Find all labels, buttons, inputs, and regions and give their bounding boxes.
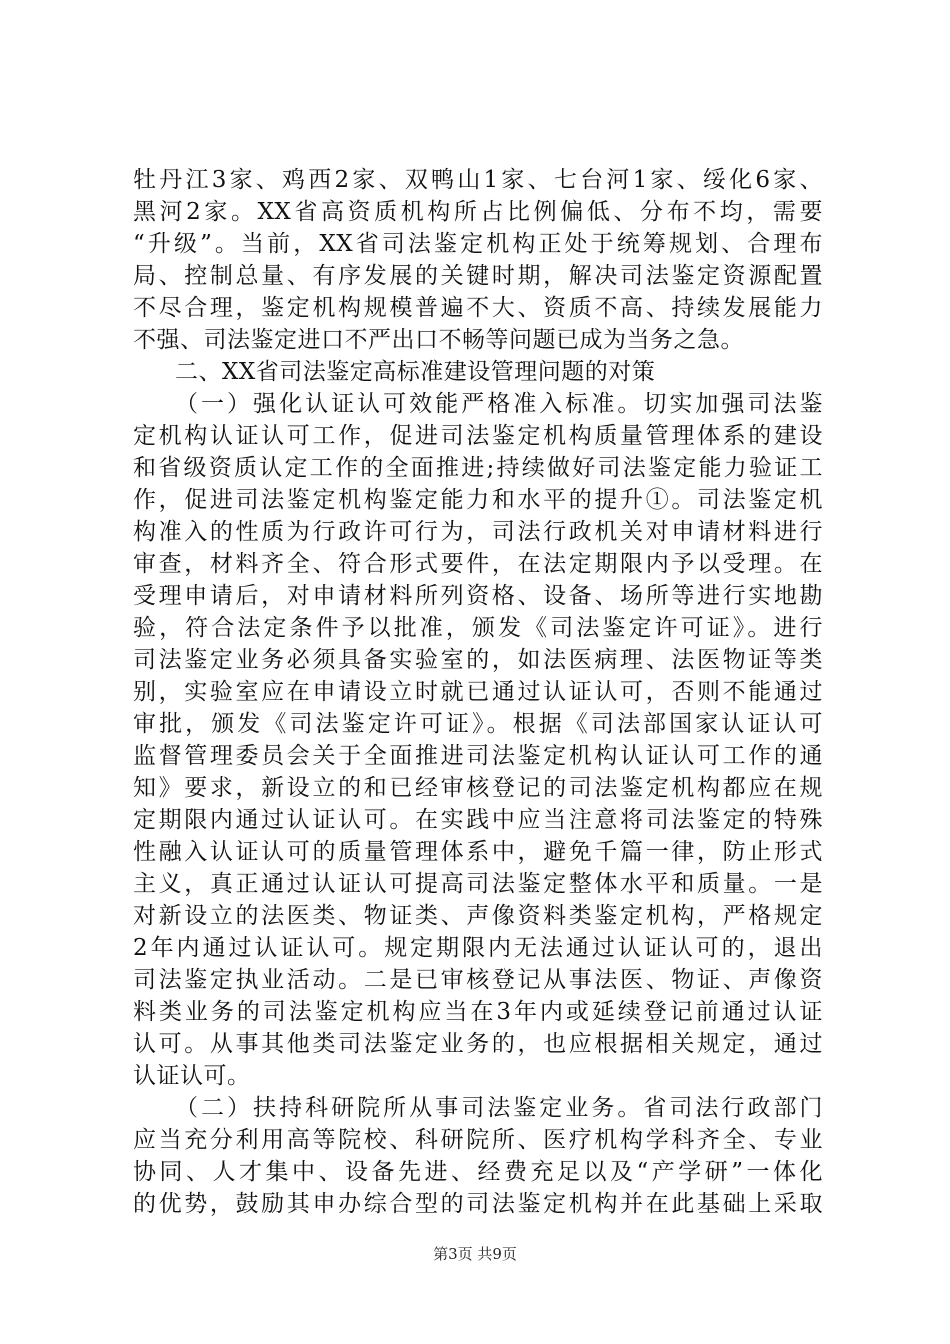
text-line: 定期限内通过认证认可。在实践中应当注意将司法鉴定的特殊 — [133, 807, 823, 833]
text-line: 审查，材料齐全、符合形式要件，在法定期限内予以受理。在 — [133, 551, 823, 577]
text-line: 料类业务的司法鉴定机构应当在3年内或延续登记前通过认证 — [133, 999, 823, 1025]
text-line: 的优势，鼓励其申办综合型的司法鉴定机构并在此基础上采取 — [133, 1191, 823, 1217]
text-line: （一）强化认证认可效能严格准入标准。切实加强司法鉴 — [175, 391, 823, 417]
text-line: 牡丹江3家、鸡西2家、双鸭山1家、七台河1家、绥化6家、 — [133, 167, 823, 193]
page-number-footer: 第3页 共9页 — [433, 1245, 517, 1263]
text-line: 审批，颁发《司法鉴定许可证》。根据《司法部国家认证认可 — [133, 711, 823, 737]
text-line: 主义，真正通过认证认可提高司法鉴定整体水平和质量。一是 — [133, 871, 823, 897]
text-line: 定机构认证认可工作，促进司法鉴定机构质量管理体系的建设 — [133, 423, 823, 449]
text-line: 对新设立的法医类、物证类、声像资料类鉴定机构，严格规定 — [133, 903, 823, 929]
text-line: 黑河2家。XX省高资质机构所占比例偏低、分布不均，需要 — [133, 199, 823, 225]
text-line: 不强、司法鉴定进口不严出口不畅等问题已成为当务之急。 — [133, 327, 744, 353]
text-line: 和省级资质认定工作的全面推进;持续做好司法鉴定能力验证工 — [133, 455, 823, 481]
text-line: 2年内通过认证认可。规定期限内无法通过认证认可的，退出 — [133, 935, 823, 961]
text-line: 监督管理委员会关于全面推进司法鉴定机构认证认可工作的通 — [133, 743, 823, 769]
text-line: 不尽合理，鉴定机构规模普遍不大、资质不高、持续发展能力 — [133, 295, 823, 321]
text-line: 性融入认证认可的质量管理体系中，避免千篇一律，防止形式 — [133, 839, 823, 865]
text-line: 协同、人才集中、设备先进、经费充足以及“产学研”一体化 — [133, 1159, 823, 1185]
text-line: 验，符合法定条件予以批准，颁发《司法鉴定许可证》。进行 — [133, 615, 823, 641]
text-line: 局、控制总量、有序发展的关键时期，解决司法鉴定资源配置 — [133, 263, 823, 289]
text-line: （二）扶持科研院所从事司法鉴定业务。省司法行政部门 — [175, 1095, 823, 1121]
text-line: 二、XX省司法鉴定高标准建设管理问题的对策 — [175, 359, 656, 385]
text-line: 别，实验室应在申请设立时就已通过认证认可，否则不能通过 — [133, 679, 823, 705]
text-line: 应当充分利用高等院校、科研院所、医疗机构学科齐全、专业 — [133, 1127, 823, 1153]
body-text — [133, 164, 823, 1220]
text-line: 认可。从事其他类司法鉴定业务的，也应根据相关规定，通过 — [133, 1031, 823, 1057]
text-line: 受理申请后，对申请材料所列资格、设备、场所等进行实地勘 — [133, 583, 823, 609]
text-line: 认证认可。 — [133, 1063, 251, 1089]
text-line: 司法鉴定执业活动。二是已审核登记从事法医、物证、声像资 — [133, 967, 823, 993]
text-line: 作，促进司法鉴定机构鉴定能力和水平的提升①。司法鉴定机 — [133, 487, 823, 513]
text-line: 知》要求，新设立的和已经审核登记的司法鉴定机构都应在规 — [133, 775, 823, 801]
text-line: “升级”。当前，XX省司法鉴定机构正处于统筹规划、合理布 — [133, 231, 823, 257]
text-line: 构准入的性质为行政许可行为，司法行政机关对申请材料进行 — [133, 519, 823, 545]
text-line: 司法鉴定业务必须具备实验室的，如法医病理、法医物证等类 — [133, 647, 823, 673]
